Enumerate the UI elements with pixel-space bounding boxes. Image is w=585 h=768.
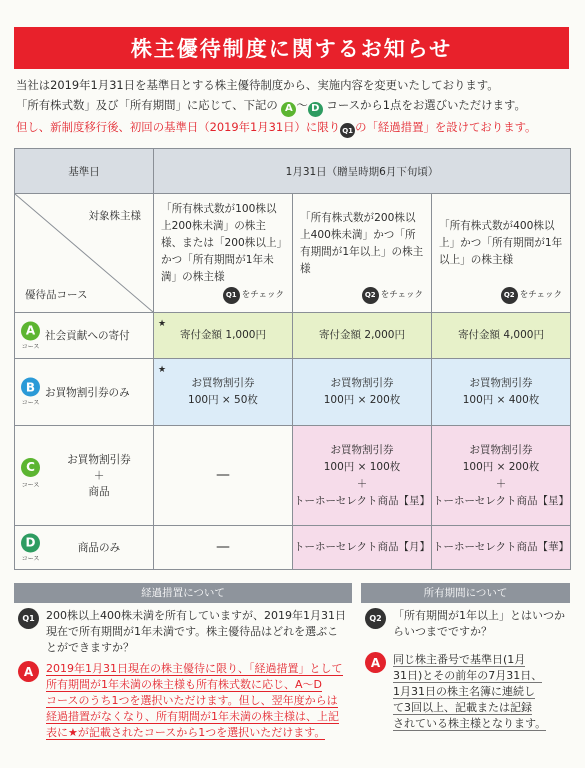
table-header-row <box>15 149 571 194</box>
check-q1: Q1 をチェック <box>223 287 284 304</box>
course-a-row <box>15 313 571 359</box>
course-c-icon: C <box>21 458 40 477</box>
period-question: Q2 「所有期間が1年以上」とはいつからいつまでですか？ <box>361 603 570 640</box>
course-d-value-1: — <box>154 526 293 570</box>
course-d-value-3: トーホーセレクト商品【華】 <box>432 526 571 570</box>
course-b-row <box>15 359 571 426</box>
course-c-value-2: お買物割引券 100円 × 100枚 ＋ トーホーセレクト商品【星】 <box>293 426 432 526</box>
benefit-table <box>14 148 571 570</box>
page-title: 株主優待制度に関するお知らせ <box>130 37 453 61</box>
course-a-icon: A <box>21 321 40 340</box>
transition-answer: A 2019年1月31日現在の株主優待に限り、「経過措置」として 所有期間が1年未満の株主様も所有株式数に応じ、A～D コースのうち1つを選択いただけます。但し、翌年度からは 経過措置がなくなり、所有期間が1年未満の株主様は、上記 表に★が記載されたコースから1つを選択いただけます。 <box>14 656 352 741</box>
course-a-value-3: 寄付金額 4,000円 <box>432 313 571 359</box>
course-b-value-1: ★ お買物割引券 100円 × 50枚 <box>154 359 293 426</box>
period-answer: A 同じ株主番号で基準日(1月 31日)とその前年の7月31日、 1月31日の株主名簿に連続し て3回以上、記載または記録 されている株主様となります。 <box>361 640 570 732</box>
condition-2: 「所有株式数が200株以上400株未満」かつ「所有期間が1年以上」の株主様 Q2 をチェック <box>293 194 432 313</box>
q1-icon: Q1 <box>18 608 39 629</box>
check-q2: Q2 をチェック <box>501 287 562 304</box>
course-c-value-3: お買物割引券 100円 × 200枚 ＋ トーホーセレクト商品【星】 <box>432 426 571 526</box>
course-b-label: B コース お買物割引券のみ <box>15 359 154 426</box>
q2-icon: Q2 <box>501 287 518 304</box>
answer-icon: A <box>18 661 39 682</box>
q2-icon: Q2 <box>362 287 379 304</box>
condition-3: 「所有株式数が400株以上」かつ「所有期間が1年以上」の株主様 Q2 をチェック <box>432 194 571 313</box>
course-d-value-2: トーホーセレクト商品【月】 <box>293 526 432 570</box>
course-c-row <box>15 426 571 526</box>
course-d-label: D コース 商品のみ <box>15 526 154 570</box>
base-date-label: 基準日 <box>15 149 154 194</box>
course-a-icon: A <box>281 102 296 117</box>
course-a-label: A コース 社会貢献への寄付 <box>15 313 154 359</box>
transition-measure-panel <box>14 583 352 761</box>
transition-panel-title: 経過措置について <box>14 583 352 603</box>
course-c-label: C コース お買物割引券 ＋ 商品 <box>15 426 154 526</box>
period-panel-title: 所有期間について <box>361 583 570 603</box>
intro-line-3: 但し、新制度移行後、初回の基準日（2019年1月31日）に限り Q1 の「経過措置」を設けております。 <box>16 117 576 139</box>
course-b-value-2: お買物割引券 100円 × 200枚 <box>293 359 432 426</box>
answer-icon: A <box>365 652 386 673</box>
intro-text <box>16 75 576 138</box>
check-q2: Q2 をチェック <box>362 287 423 304</box>
intro-line-1: 当社は2019年1月31日を基準日とする株主優待制度から、実施内容を変更いたしております。 <box>16 78 499 92</box>
condition-1: 「所有株式数が100株以上200株未満」の株主様、または「200株以上」かつ「所有期間が1年未満」の株主様 Q1 をチェック <box>154 194 293 313</box>
course-b-value-3: お買物割引券 100円 × 400枚 <box>432 359 571 426</box>
benefit-course-label: 優待品コース <box>25 289 88 301</box>
q2-icon: Q2 <box>365 608 386 629</box>
course-a-value-2: 寄付金額 2,000円 <box>293 313 432 359</box>
course-b-icon: B <box>21 378 40 397</box>
course-d-icon: D <box>21 533 40 552</box>
course-d-icon: D <box>308 102 323 117</box>
holding-period-panel <box>361 583 570 761</box>
transition-question: Q1 200株以上400株未満を所有していますが、2019年1月31日現在で所有期間が1年未満です。株主優待品はどれを選ぶことができますか？ <box>14 603 352 656</box>
conditions-row <box>15 194 571 313</box>
course-c-value-1: — <box>154 426 293 526</box>
star-mark: ★ <box>158 365 167 375</box>
q1-icon: Q1 <box>223 287 240 304</box>
star-mark: ★ <box>158 319 167 329</box>
q1-icon: Q1 <box>340 123 355 138</box>
diagonal-header-cell <box>15 194 154 313</box>
page-title-banner <box>14 27 569 69</box>
base-date-value: 1月31日（贈呈時期6月下旬頃） <box>154 149 571 194</box>
target-shareholders-label: 対象株主様 <box>88 210 141 222</box>
course-d-row <box>15 526 571 570</box>
course-a-value-1: ★ 寄付金額 1,000円 <box>154 313 293 359</box>
intro-line-2: 「所有株式数」及び「所有期間」に応じて、下記の A ～ D コースから1点をお選びいただけます。 <box>16 95 576 117</box>
